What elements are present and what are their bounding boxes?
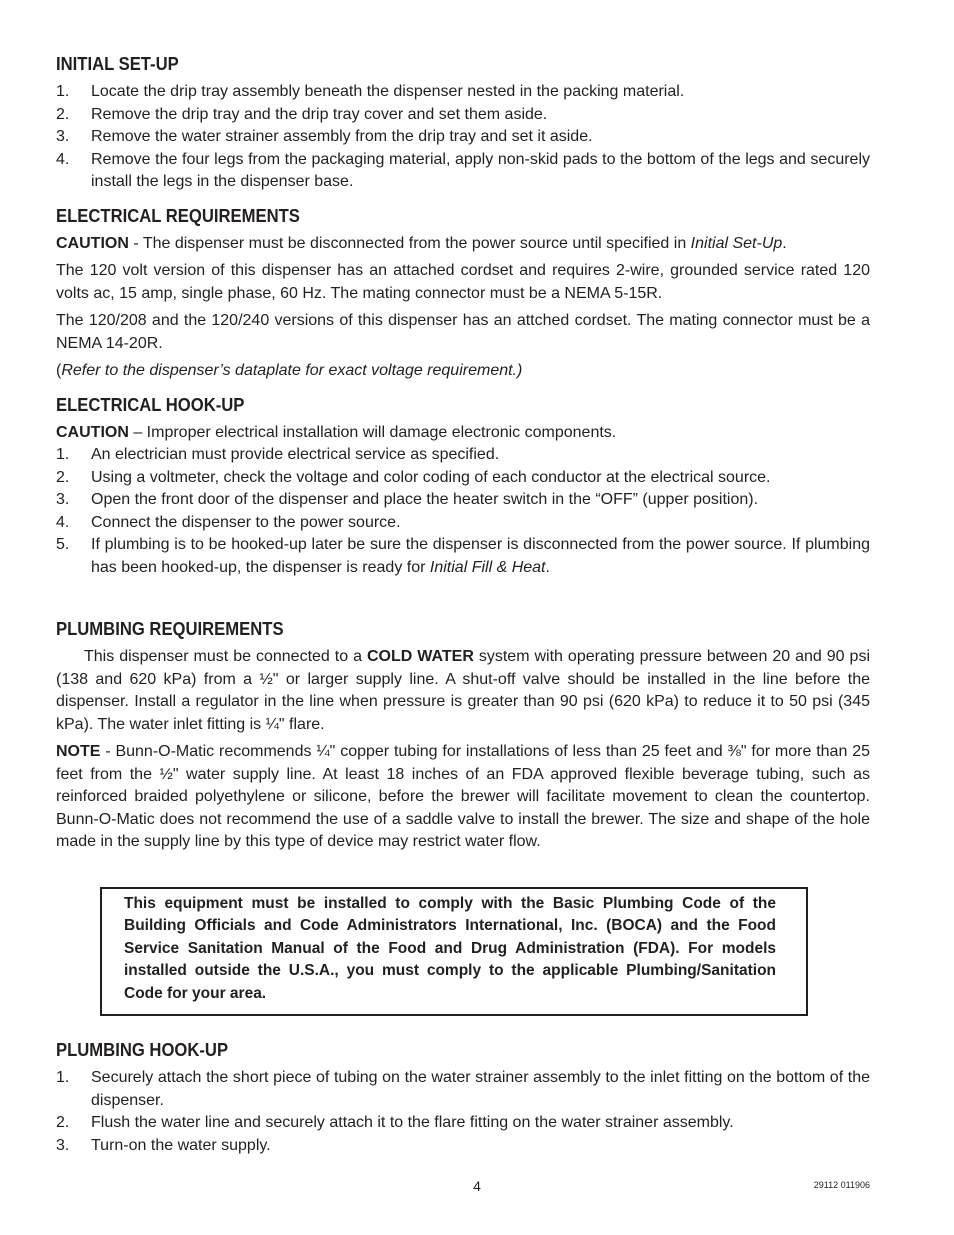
code-compliance-notice: This equipment must be installed to comply with the Basic Plumbing Code of the Building Officials and Code Administrators International, Inc. (BOCA) and the Food Service Sanitation Manual of the Food and Drug Administration (FDA). For models installed outside the U.S.A., you must comply to the applicable Plumbing/Sanitation Code for your area. (100, 887, 808, 1017)
note-text: - Bunn-O-Matic recommends ¼" copper tubing for installations of less than 25 feet and ⅜" for more than 25 feet from the ½" water supply line. At least 18 inches of an FDA approved flexible beverage tubing, such as reinforced braided polyethylene or silicone, before the brewer will facilitate movement to clean the countertop. Bunn-O-Matic does not recommend the use of a saddle valve to install the brewer. The size and shape of the hole made in the supply line by this type of device may restrict water flow. (56, 743, 870, 850)
initial-setup-list (56, 81, 870, 194)
item5-text: If plumbing is to be hooked-up later be sure the dispenser is disconnected from the power source. If plumbing has been hooked-up, the dispenser is ready for (91, 536, 870, 576)
document-code: 29112 011906 (813, 1180, 870, 1190)
item5-reference: Initial Fill & Heat (429, 558, 546, 576)
item5-end: . (545, 558, 550, 576)
list-item (56, 104, 870, 127)
list-text: Remove the drip tray and the drip tray cover and set them aside. (91, 105, 548, 123)
list-text: Connect the dispenser to the power source. (91, 513, 401, 531)
heading-electrical-requirements: ELECTRICAL REQUIREMENTS (56, 204, 300, 226)
cold-water-label: COLD WATER (366, 648, 474, 665)
section-plumbing-requirements (56, 617, 870, 854)
caution-reference: Initial Set-Up (690, 234, 783, 252)
heading-plumbing-hookup: PLUMBING HOOK-UP (56, 1039, 229, 1060)
caution-text: - The dispenser must be disconnected from the power source until specified in (128, 234, 691, 252)
section-initial-setup (56, 52, 870, 194)
caution-paragraph (56, 422, 870, 445)
list-item (56, 512, 870, 535)
plumbing-hookup-list (56, 1067, 870, 1157)
list-text: Turn-on the water supply. (91, 1136, 271, 1154)
list-number: 5. (56, 536, 70, 553)
note-text: Refer to the dispenser’s dataplate for exact voltage requirement.) (61, 362, 523, 379)
caution-paragraph (56, 233, 870, 256)
note-paren: ( (56, 362, 62, 379)
list-number: 3. (56, 1136, 70, 1154)
list-item (56, 1067, 870, 1112)
caution-end: . (782, 234, 787, 252)
heading-electrical-hookup: ELECTRICAL HOOK-UP (56, 393, 245, 415)
electrical-hookup-list (56, 444, 870, 579)
dataplate-note (56, 360, 870, 383)
list-number: 2. (56, 105, 70, 123)
list-text: Remove the water strainer assembly from the drip tray and set it aside. (91, 128, 593, 145)
plumbing-text-a: This dispenser must be connected to a (84, 648, 367, 665)
list-number: 1. (56, 1069, 70, 1086)
page-number: 4 (473, 1178, 481, 1194)
caution-label: CAUTION (56, 423, 129, 441)
list-text: An electrician must provide electrical service as specified. (91, 446, 500, 463)
list-text: Locate the drip tray assembly beneath the dispenser nested in the packing material. (91, 83, 685, 100)
list-number: 2. (56, 1114, 70, 1131)
caution-label: CAUTION (56, 234, 129, 252)
section-plumbing-hookup (56, 1038, 870, 1157)
list-text: Flush the water line and securely attach it to the flare fitting on the water strainer assembly. (91, 1114, 734, 1131)
list-item (56, 534, 870, 579)
list-item (56, 149, 870, 194)
section-electrical-hookup (56, 393, 870, 580)
list-number: 3. (56, 128, 70, 145)
list-number: 3. (56, 491, 70, 508)
list-item (56, 467, 870, 490)
heading-initial-setup: INITIAL SET-UP (56, 53, 179, 74)
list-number: 2. (56, 468, 70, 486)
heading-plumbing-requirements: PLUMBING REQUIREMENTS (56, 618, 284, 639)
note-label: NOTE (56, 743, 101, 760)
caution-text: – Improper electrical installation will damage electronic components. (128, 423, 617, 441)
list-text: Remove the four legs from the packaging material, apply non-skid pads to the bottom of the legs and securely install the legs in the dispenser base. (91, 150, 870, 190)
list-number: 1. (56, 446, 70, 463)
list-text: Using a voltmeter, check the voltage and color coding of each conductor at the electrical source. (91, 468, 771, 486)
voltage-paragraph-208-240: The 120/208 and the 120/240 versions of this dispenser has an attched cordset. The mating connector must be a NEMA 14-20R. (56, 312, 870, 352)
list-item (56, 1112, 870, 1135)
manual-page (56, 52, 870, 1167)
list-item (56, 126, 870, 149)
list-item (56, 81, 870, 104)
list-item (56, 444, 870, 467)
list-number: 4. (56, 513, 70, 531)
list-item (56, 489, 870, 512)
list-text: Open the front door of the dispenser and place the heater switch in the “OFF” (upper position). (91, 491, 759, 508)
plumbing-paragraph (56, 646, 870, 736)
voltage-paragraph-120: The 120 volt version of this dispenser has an attached cordset and requires 2-wire, grounded service rated 120 volts ac, 15 amp, single phase, 60 Hz. The mating connector must be a NEMA 5-15R. (56, 262, 870, 302)
list-text (91, 534, 870, 579)
list-number: 4. (56, 150, 70, 168)
list-item (56, 1135, 870, 1158)
plumbing-text-b: system with operating pressure between 20 and 90 psi (138 and 620 kPa) from a ½" or larger supply line. A shut-off valve should be installed in the line before the dispenser. Install a regulator in the line when pressure is greater than 90 psi (620 kPa) to reduce it to 50 psi (345 kPa). The water inlet fitting is ¼" flare. (56, 648, 870, 733)
section-electrical-requirements (56, 204, 870, 383)
plumbing-note (56, 741, 870, 854)
spacer (56, 589, 870, 617)
list-text: Securely attach the short piece of tubing on the water strainer assembly to the inlet fitting on the bottom of the dispenser. (91, 1069, 870, 1109)
list-number: 1. (56, 83, 70, 100)
